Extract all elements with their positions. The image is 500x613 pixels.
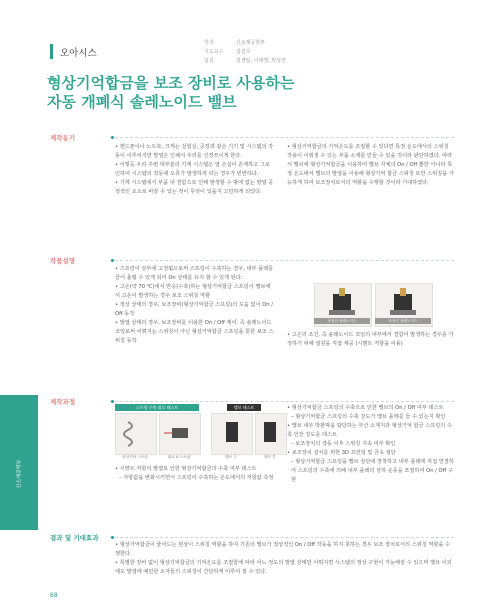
valve-body-shape: [264, 422, 276, 442]
process-right-text: [287, 404, 455, 485]
paragraph: • 고온의 조건, 즉 솔레노이드 코일의 내부에서 결함이 발생하는 경우를 가정하기 위해 열원을 직접 제공 (시멘트 저항을 이용): [287, 332, 454, 347]
paragraph: • 형상기억합금의 기억온도를 조절할 수 있다면 특정 온도에서의 스위칭 작용이 이뤄질 수 있는 부품 소재를 만들 수 있을 것이라 판단하였다. 따라서 밸브에 형상기억합금을 이용하여 밸브 자체의 On / Off 뿐만 아니라 특정 온도에서 밸브의 발열을 이용해 형상기억 합금 스위칭 또한 스위칭을 가능하게 하여 보조장치로서의 역할을 수행할 것이라 기대하였다.: [287, 144, 454, 186]
process-tag-circuit: 스프링 수축 회로 테스트: [115, 404, 199, 411]
section-dot: [111, 536, 114, 539]
valve-body-shape: [226, 422, 238, 442]
paragraph: – 자항값을 변화시키면서 스프링이 수축하는 온도에서의 저항값 측정: [119, 475, 274, 481]
base-shape: [390, 310, 416, 315]
meta-key: 팀원: [204, 58, 214, 64]
process-photo-valve-a: [211, 413, 253, 455]
meta-key: 지도교수: [204, 49, 224, 55]
spring-illustration: [116, 414, 156, 454]
paragraph: • 형상기억합금이 줄어드는 현상이 스위칭 역할을 하여 기존의 밸브가 정상적인 On / Off 작동을 하지 못하는 경우 보조 장치로서의 스위칭 역할을 수행한다.: [115, 542, 451, 557]
paragraph: • 스프링이 상부에 고정됨으로써 스프링이 수축하는 경우, 내부 플레를 끌어 올릴 수 있게 되어 On 상태를 유지 할 수 있게 된다.: [115, 266, 274, 281]
paragraph: • 이렇듯 우리 주변 대부분의 기계 시스템은 열 손실이 존재하고 그로 인하여 시스템의 작동에 오류가 발생하게 되는 경우가 빈번하다.: [115, 162, 270, 177]
paragraph: • 발열 상태의 경우, 보조장비를 이용한 On / Off 제어. 즉 솔레노이드 코일로써 이뤄지는 스위칭이 아닌 형상기억합금 스프링을 통한 보조 스위칭 동작: [115, 320, 274, 344]
spring-shape: [339, 288, 345, 296]
paragraph: • 보조장치 설치를 위한 3D 프린팅 및 금속 절단: [287, 450, 396, 456]
paragraph: • 밸브 내부 박판막을 담당하는 부산 소재지과 형상기억 합금 스프링의 수축 인장 강도를 테스트: [287, 423, 452, 438]
header-accent-bar: [50, 44, 53, 59]
section-label-principle: 작품설명: [50, 257, 76, 265]
section-dot: [111, 259, 114, 262]
paragraph: • 형상기억합금 스프링의 수축으로 인한 밸브의 On / Off 여부 테스트: [287, 405, 444, 411]
paragraph: – 형상기억합금 스프링의 수축 강도가 밸브 플레를 들 수 있는지 확인: [291, 414, 446, 420]
paragraph: • 핸드폰이나 노트북, 크게는 실험실, 공장과 같은 기기 및 시스템의 작동이 이루어지면 발열은 인해서 우리를 신경쓰이게 한다.: [115, 144, 274, 159]
photo-caption: 조정전 솔레노이드: [314, 318, 370, 324]
paragraph: – 형상기억합금 스프링을 밸브 상단에 장착하고 내부 플레에 직접 연결하여 스프링의 수축에 의해 내부 플레의 상하 운동을 조절하여 On / Off 구현: [291, 459, 454, 483]
team-name: 오아시스: [60, 48, 97, 59]
coil-shape: [333, 294, 351, 310]
results-text: [115, 541, 455, 577]
paragraph: • 고온(약 70 ℃)에서 반응(수축)하는 형상기억합금 스프링이 밸브에서 고온이 발생하는 경우 보조 스위칭 역할: [115, 284, 271, 299]
resistor-shape: [172, 428, 188, 438]
process-left-text: [115, 465, 280, 483]
process-photo-valve-b: [255, 413, 287, 455]
valve-illustration: [212, 414, 252, 454]
project-meta: [204, 39, 286, 66]
base-shape: [329, 310, 355, 315]
paragraph: • 기계 시스템에서 부품 내 결함으로 인해 발생할 수 밖에 없는 발열 공정적인 요소로 바꿀 수 있는 것이 무엇이 있을지 고민하게 되었다.: [115, 180, 274, 195]
principle-right-text: [287, 331, 455, 349]
meta-row-members: [204, 57, 286, 66]
meta-row-advisor: [204, 48, 286, 57]
page-number: 68: [50, 592, 58, 599]
meta-value: 김경일, 이태정, 박성진: [236, 58, 286, 64]
title-line-1: 형상기억합금을 보조 장비로 사용하는: [47, 74, 295, 92]
meta-row-department: [204, 39, 286, 48]
process-photo-circuit: [159, 413, 201, 455]
photo-caption: 밸브 구: [225, 455, 237, 459]
section-divider: [110, 401, 454, 402]
section-label-process: 제작과정: [50, 398, 76, 406]
section-dot: [111, 136, 114, 139]
paragraph: – 보조장치의 작동 이후 스위칭 지속 여부 확인: [291, 441, 396, 447]
principle-left-text: [115, 265, 275, 346]
process-tag-valve: 밸브 테스트: [227, 404, 261, 411]
section-label-motivation: 제작동기: [50, 134, 76, 142]
meta-value: 김진수: [236, 49, 251, 55]
page-title: [47, 74, 347, 112]
section-dot: [111, 400, 114, 403]
title-line-2: 자동 개폐식 솔레노이드 밸브: [47, 93, 237, 111]
motivation-right-text: [287, 143, 455, 188]
section-divider: [110, 137, 454, 138]
valve-illustration: [256, 414, 286, 454]
section-divider: [110, 260, 454, 261]
paragraph: • 시멘트 저항의 발열로 인한 형상기억합금의 수축 여부 테스트: [115, 466, 257, 472]
side-tab-label: 신소재공학부: [16, 459, 23, 489]
photo-caption: 밸브 부: [264, 455, 276, 459]
section-label-results: 결과 및 기대효과: [50, 534, 99, 542]
section-divider: [110, 537, 454, 538]
process-photo-spring: [115, 413, 157, 455]
meta-key: 학과: [204, 40, 214, 46]
photo-caption: 형상기억 스프링: [122, 455, 148, 459]
meta-value: 신소재공학부: [236, 40, 265, 46]
spring-shape: [400, 288, 406, 296]
coil-shape: [394, 294, 412, 310]
spring-coil-shape: [124, 422, 132, 446]
motivation-left-text: [115, 143, 275, 197]
paragraph: • 특별한 장비 없이 형상기억합금의 기억온도를 조절함에 따라 어느 정도의 발열 상태만 이뤄지면 시스템의 정상 구현이 가능해질 수 있으며 밸브 이외에도 발열에 예민한 소자들의 스위칭이 간단하게 이루어 질 수 있다.: [115, 560, 452, 575]
photo-caption: 회로 & 스프링: [167, 455, 191, 459]
paragraph: • 정상 상태의 경우, 보조장비(형상기억합금 스프링)의 도움 없이 On / Off 동작: [115, 302, 273, 317]
circuit-illustration: [160, 414, 200, 454]
photo-caption: 조정후 솔레노이드: [375, 318, 431, 324]
